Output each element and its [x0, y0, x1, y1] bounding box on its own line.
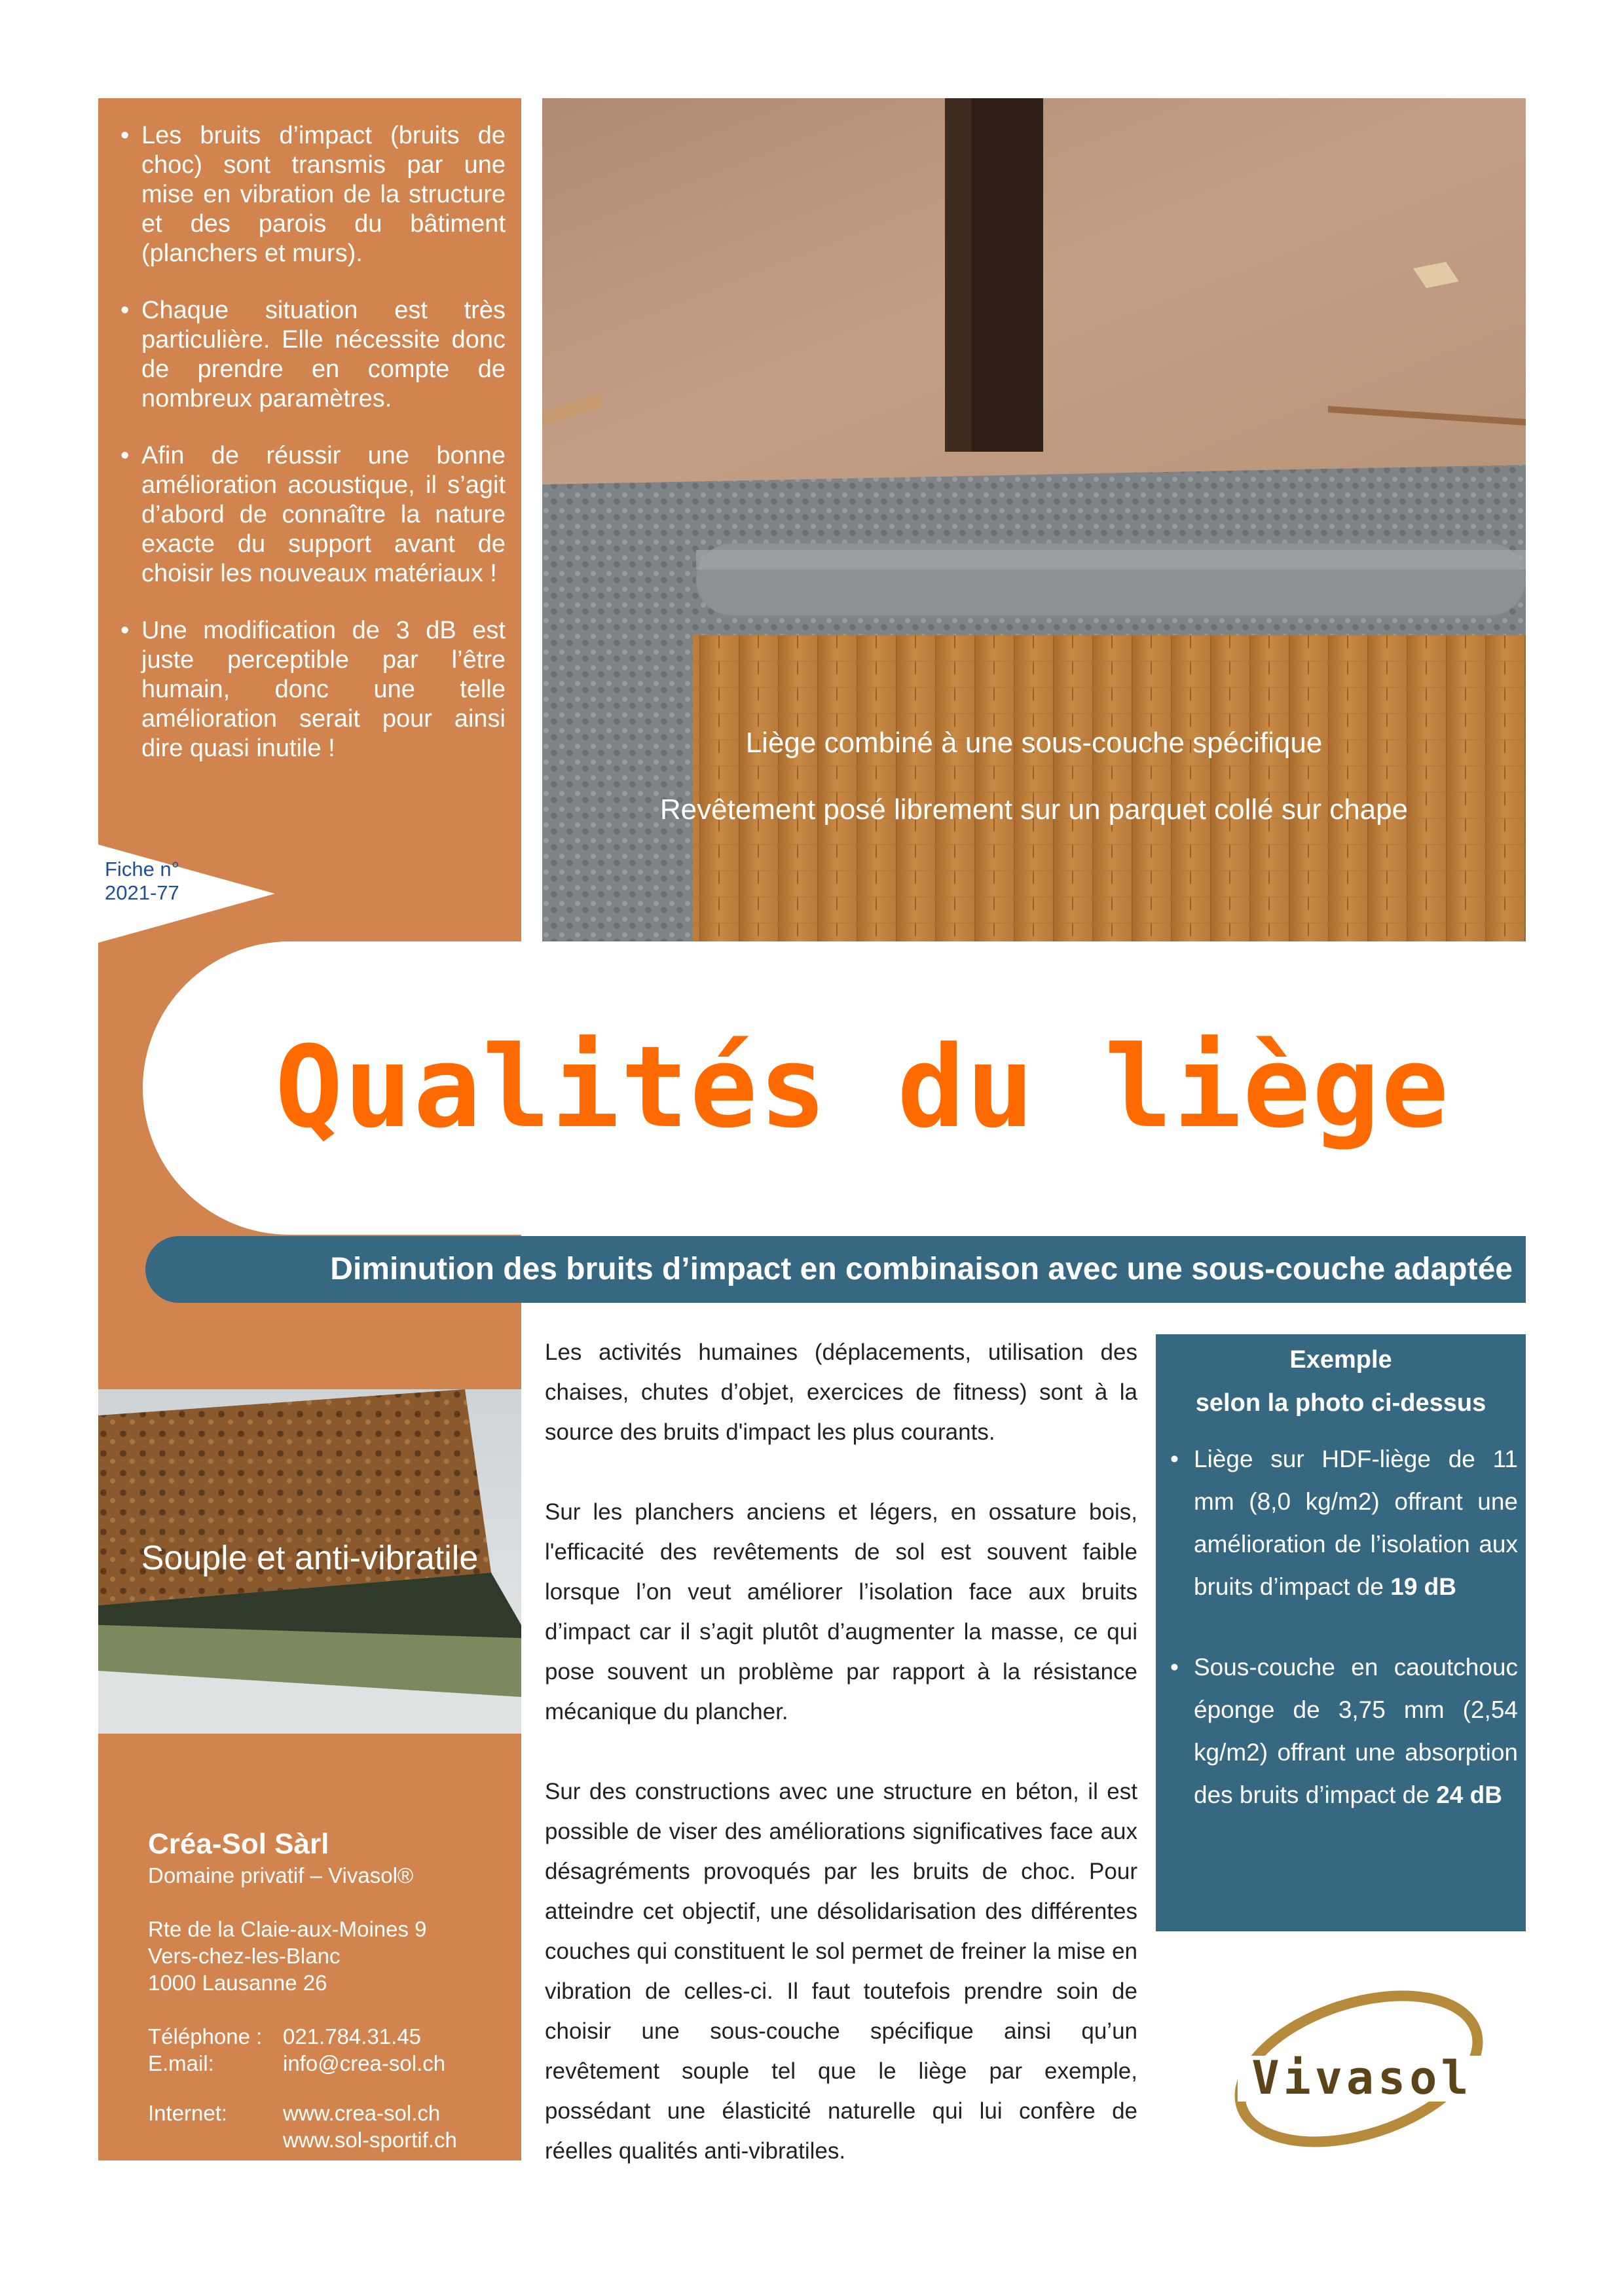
address-line: 1000 Lausanne 26 — [148, 1971, 327, 1995]
logo-text: Vivasol — [1251, 2051, 1473, 2105]
photo-caption-1: Liège combiné à une sous-couche spécifique — [745, 727, 1323, 759]
company-domain: Domaine privatif – Vivasol® — [148, 1863, 414, 1887]
fiche-label: Fiche n° — [105, 858, 180, 881]
email-link[interactable]: info@crea-sol.ch — [283, 2051, 446, 2075]
example-heading-line-1: Exemple — [1289, 1346, 1392, 1374]
phone-row — [148, 2023, 515, 2050]
example-item-value: 24 dB — [1436, 1781, 1502, 1808]
example-item: • Sous-couche en caoutchouc éponge de 3,75 mm (2,54 kg/m2) offrant une absorption des bruits d’impact de 24 dB — [1169, 1646, 1518, 1816]
example-heading-line-2: selon la photo ci-dessus — [1195, 1389, 1486, 1417]
internet-label: Internet: — [148, 2101, 228, 2125]
info-bullet: • Les bruits d’impact (bruits de choc) sont transmis par une mise en vibration de la structure et des parois du bâtiment (planchers et murs). — [118, 121, 506, 268]
floor-installation-photo — [542, 98, 1526, 941]
body-paragraph: Sur des constructions avec une structure en béton, il est possible de viser des améliorations significatives face aux désagréments provoqués par les bruits de choc. Pour atteindre cet objectif, une désolidarisation des différentes couches qui constituent le sol permet de freiner la mise en vibration de celles-ci. Il faut toutefois prendre soin de choisir une sous-couche spécifique ainsi qu’un revêtement souple tel que le liège par exemple, possédant une élasticité naturelle qui lui confère de réelles qualités anti-vibratiles. — [545, 1779, 1137, 2164]
example-heading — [1156, 1338, 1526, 1425]
photo-caption-2: Revêtement posé librement sur un parquet collé sur chape — [659, 793, 1409, 826]
info-bullet: • Chaque situation est très particulière. Elle nécessite donc de prendre en compte de nombreux paramètres. — [118, 296, 506, 414]
company-contact — [148, 1827, 515, 2153]
cork-photo-caption: Souple et anti-vibratile — [141, 1539, 479, 1577]
website-link[interactable]: www.crea-sol.ch — [283, 2101, 441, 2125]
info-bullet: • Afin de réussir une bonne amélioration acoustique, il s’agit d’abord de connaître la nature exacte du support avant de choisir les nouveaux matériaux ! — [118, 441, 506, 589]
phone-label: Téléphone : — [148, 2024, 263, 2049]
info-bullet: • Une modification de 3 dB est juste perceptible par l’être humain, donc une telle amélioration serait pour ainsi dire quasi inutile ! — [118, 616, 506, 763]
page-subtitle: Diminution des bruits d’impact en combinaison avec une sous-couche adaptée — [330, 1252, 1513, 1286]
fiche-value: 2021-77 — [105, 881, 179, 904]
email-row — [148, 2050, 515, 2077]
example-item-value: 19 dB — [1390, 1573, 1457, 1600]
page-title: Qualités du liège — [275, 1021, 1450, 1153]
internet-row-2 — [148, 2126, 515, 2153]
email-label: E.mail: — [148, 2051, 214, 2075]
main-body-text — [545, 1332, 1137, 2211]
fiche-number — [105, 858, 179, 905]
vivasol-logo — [1225, 1984, 1500, 2154]
company-name: Créa-Sol Sàrl — [148, 1828, 329, 1860]
example-box — [1156, 1334, 1526, 1931]
address-line: Vers-chez-les-Blanc — [148, 1944, 341, 1968]
body-paragraph: Sur les planchers anciens et légers, en ossature bois, l'efficacité des revêtements de sol est souvent faible lorsque l’on veut améliorer l’isolation face aux bruits d’impact car il s’agit plutôt d’augmenter la masse, ce qui pose souvent un problème par rapport à la résistance mécanique du plancher. — [545, 1499, 1137, 1724]
phone-number[interactable]: 021.784.31.45 — [283, 2024, 422, 2049]
address-line: Rte de la Claie-aux-Moines 9 — [148, 1917, 427, 1941]
info-bullet-list — [118, 121, 506, 791]
internet-row — [148, 2100, 515, 2126]
example-item: • Liège sur HDF-liège de 11 mm (8,0 kg/m2) offrant une amélioration de l’isolation aux bruits d’impact de 19 dB — [1169, 1438, 1518, 1608]
website-link[interactable]: www.sol-sportif.ch — [283, 2128, 457, 2152]
body-paragraph: Les activités humaines (déplacements, utilisation des chaises, chutes d’objet, exercices de fitness) sont à la source des bruits d'impact les plus courants. — [545, 1339, 1137, 1445]
